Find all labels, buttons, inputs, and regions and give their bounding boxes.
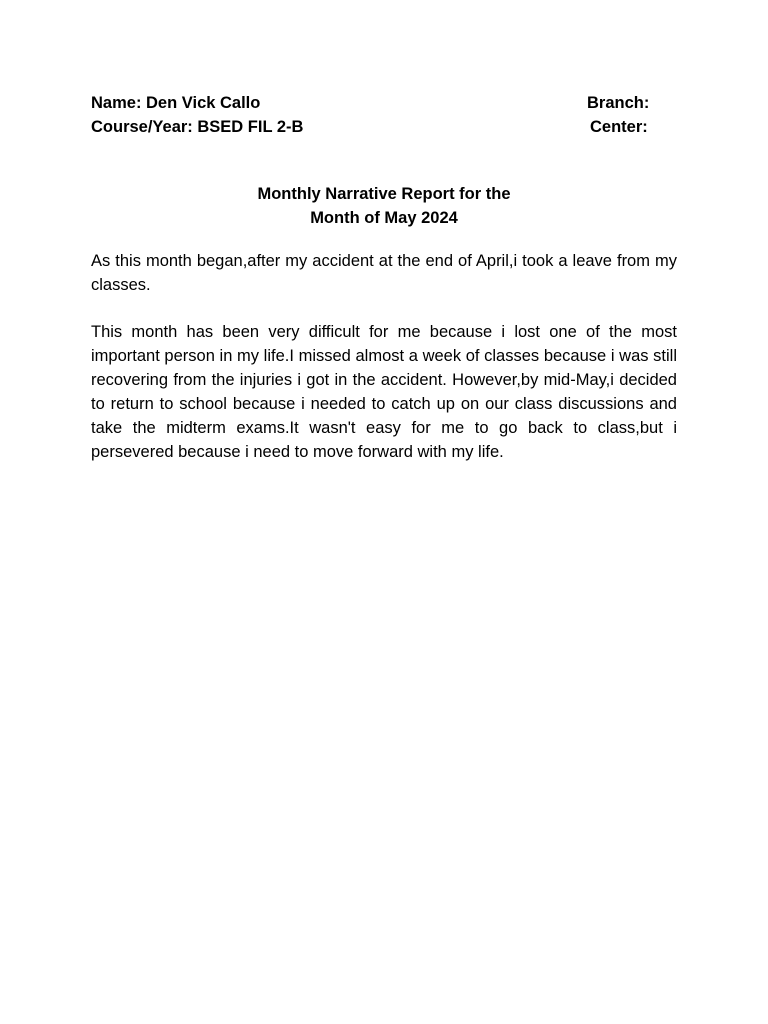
body-paragraph: As this month began,after my accident at the end of April,i took a leave from my classes. [91, 252, 677, 294]
student-name: Name: Den Vick Callo [91, 94, 261, 112]
course-year: Course/Year: BSED FIL 2-B [91, 118, 304, 136]
body-paragraph: This month has been very difficult for me because i lost one of the most important person in my life.I missed almost a week of classes because i was still recovering from the injuries i got in the accident. However,by mid-May,i decided to return to school because i needed to catch up on our class discussions and take the midterm exams.It wasn't easy for me to go back to class,but i persevered because i need to move forward with my life. [91, 323, 677, 461]
report-title-line-1: Monthly Narrative Report for the [257, 185, 511, 203]
header-row-name-branch [91, 92, 677, 114]
branch-label: Branch: [587, 94, 650, 112]
report-title-line-2: Month of May 2024 [310, 209, 458, 227]
header-row-course-center [91, 116, 677, 138]
center-label: Center: [590, 118, 648, 136]
